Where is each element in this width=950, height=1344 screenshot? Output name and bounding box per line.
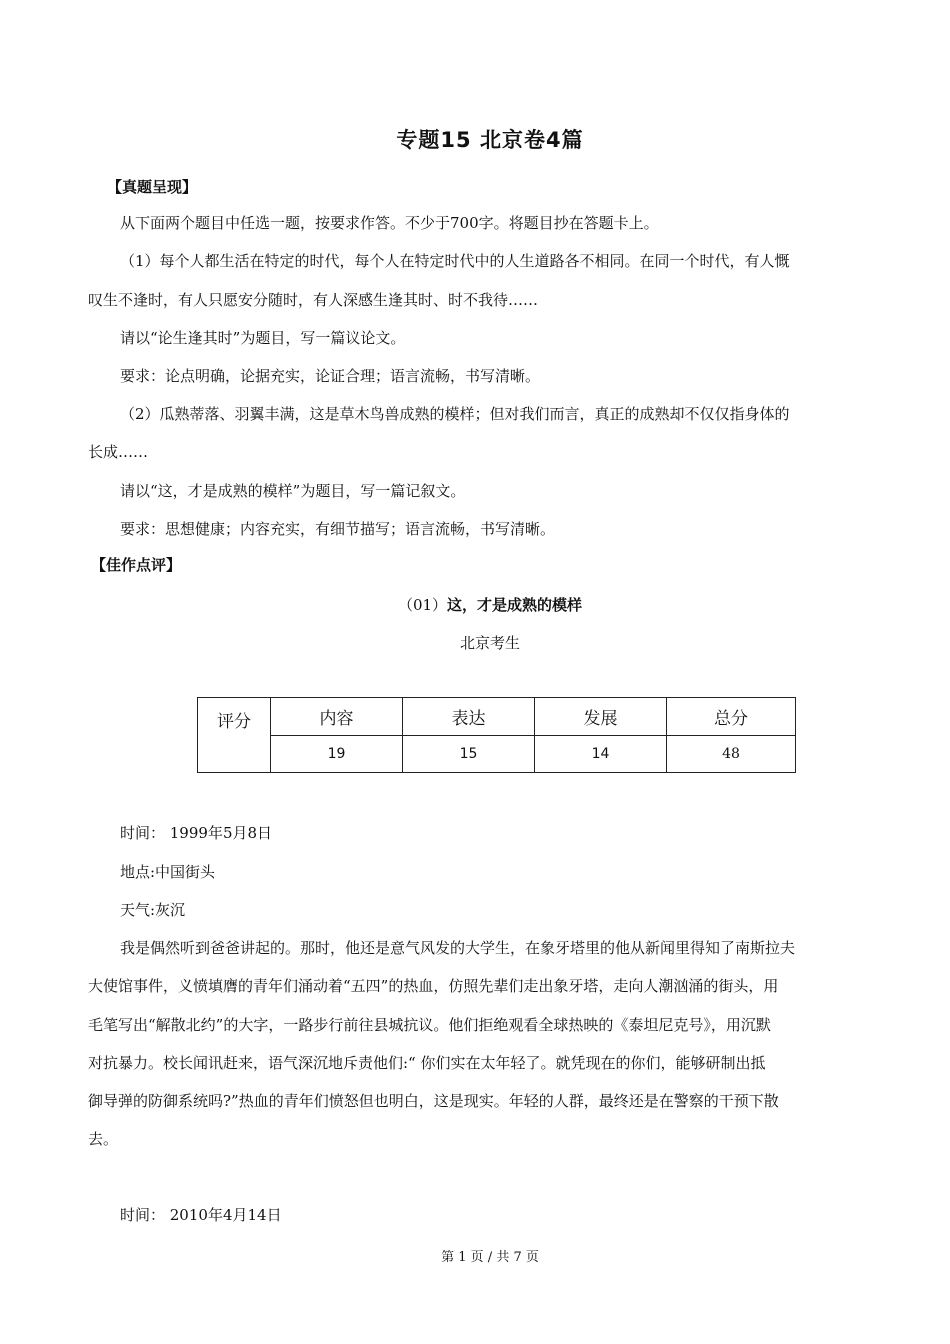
score-value-development: 14 (535, 736, 667, 773)
essay-para-line: 去。 (88, 1130, 119, 1148)
score-row-label: 评分 (198, 698, 271, 773)
page-title: 专题15 北京卷4篇 (396, 128, 584, 152)
score-header-development: 发展 (535, 698, 667, 736)
essay-time-2: 时间： 2010年4月14日 (120, 1206, 282, 1224)
essay-para-line: 毛笔写出“解散北约”的大字，一路步行前往县城抗议。他们拒绝观看全球热映的《泰坦尼克号》，用沉默 (88, 1016, 771, 1034)
score-value-expression: 15 (403, 736, 535, 773)
score-header-total: 总分 (667, 698, 796, 736)
section-header-review: 【佳作点评】 (91, 556, 182, 574)
score-header-content: 内容 (271, 698, 403, 736)
essay-author: 北京考生 (459, 634, 520, 652)
score-table (197, 697, 796, 773)
essay-para-line: 御导弹的防御系统吗?”热血的青年们愤怒但也明白，这是现实。年轻的人群，最终还是在警察的干预下散 (88, 1092, 779, 1110)
prompt-intro: 从下面两个题目中任选一题，按要求作答。不少于700字。将题目抄在答题卡上。 (120, 214, 659, 232)
essay-para-line: 对抗暴力。校长闻讯赶来，语气深沉地斥责他们:“ 你们实在太年轻了。就凭现在的你们，能够研制出抵 (88, 1054, 766, 1072)
prompt-q1-line1: （1）每个人都生活在特定的时代，每个人在特定时代中的人生道路各不相同。在同一个时代，有人慨 (120, 252, 790, 270)
prompt-q2-task: 请以“这，才是成熟的模样”为题目，写一篇记叙文。 (120, 482, 466, 500)
essay-weather-1: 天气:灰沉 (120, 901, 186, 919)
prompt-q2-requirement: 要求：思想健康；内容充实，有细节描写；语言流畅，书写清晰。 (120, 520, 556, 538)
essay-place-1: 地点:中国街头 (120, 863, 216, 881)
prompt-q1-line2: 叹生不逢时，有人只愿安分随时，有人深感生逢其时、时不我待…… (88, 291, 539, 309)
prompt-q2-line2: 长成…… (88, 443, 149, 461)
essay-time-1: 时间： 1999年5月8日 (120, 824, 273, 842)
prompt-q1-requirement: 要求：论点明确，论据充实，论证合理；语言流畅，书写清晰。 (120, 367, 541, 385)
essay-para-line: 我是偶然听到爸爸讲起的。那时，他还是意气风发的大学生，在象牙塔里的他从新闻里得知了南斯拉夫 (120, 939, 796, 957)
essay-title: 这，才是成熟的模样 (447, 596, 583, 614)
score-value-total: 48 (667, 736, 796, 773)
section-header-real: 【真题呈现】 (107, 178, 198, 196)
score-value-content: 19 (271, 736, 403, 773)
essay-para-line: 大使馆事件，义愤填膺的青年们涌动着“五四”的热血，仿照先辈们走出象牙塔，走向人潮汹涌的街头，用 (88, 977, 779, 995)
essay-number: （01） (397, 596, 448, 614)
prompt-q2-line1: （2）瓜熟蒂落、羽翼丰满，这是草木鸟兽成熟的模样；但对我们而言，真正的成熟却不仅仅指身体的 (120, 405, 790, 423)
score-header-expression: 表达 (403, 698, 535, 736)
prompt-q1-task: 请以“论生逢其时”为题目，写一篇议论文。 (120, 329, 406, 347)
page-footer: 第 1 页 / 共 7 页 (441, 1250, 539, 1265)
essay-heading (0, 594, 950, 615)
